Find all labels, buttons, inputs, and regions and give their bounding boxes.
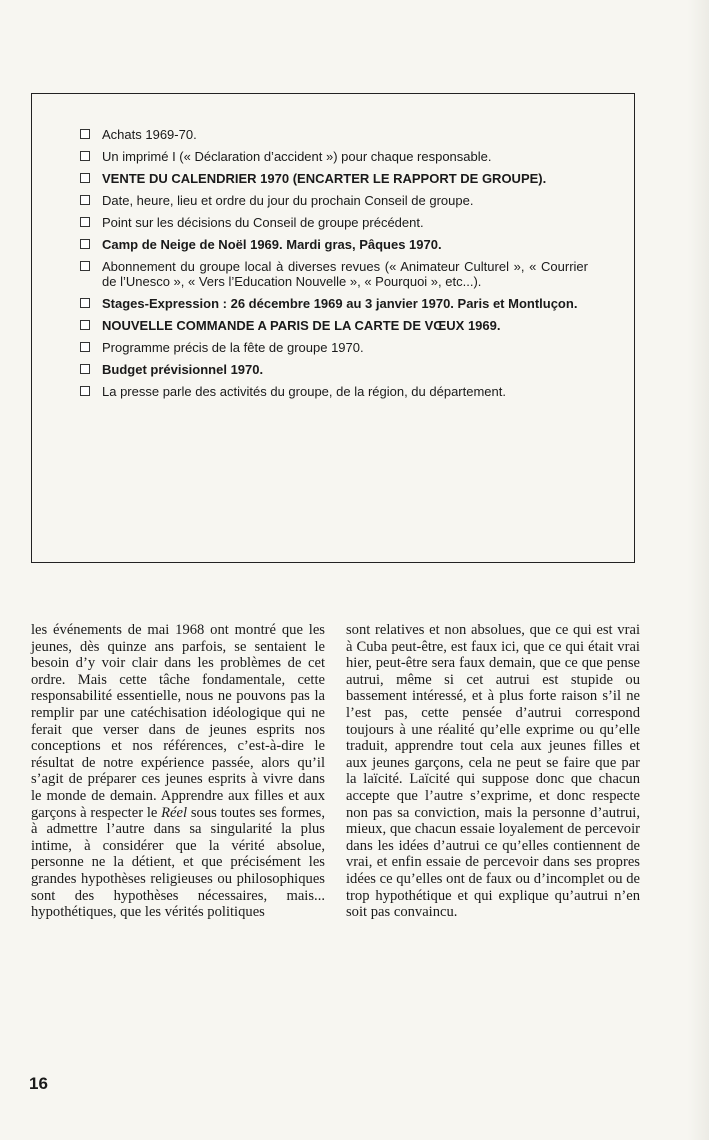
checklist-item-text: VENTE DU CALENDRIER 1970 (ENCARTER LE RAPPORT DE GROUPE). [102, 171, 547, 186]
checklist-item [80, 149, 588, 164]
text-left-part1: les événements de mai 1968 ont montré que les jeunes, dès quinze ans parfois, se sentaient le besoin d’y voir clair dans les problèmes de cet ordre. Mais cette tâche fondamentale, cette responsabilité essentielle, nous ne pouvons pas la remplir par une catéchisation idéologique qui ne ferait que verser dans de jeunes esprits nos conceptions et nos références, c’est-à-dire le résultat de notre expérience passée, alors qu’il s’agit de préparer ces jeunes esprits à vivre dans le monde de demain. Apprendre aux filles et aux garçons à respecter le [31, 622, 325, 821]
checklist-item-text: Budget prévisionnel 1970. [102, 362, 264, 377]
checkbox-icon [80, 298, 90, 308]
checklist-item [80, 171, 588, 186]
checklist-box [31, 93, 635, 563]
checkbox-icon [80, 195, 90, 205]
checklist-item [80, 127, 588, 142]
checkbox-icon [80, 173, 90, 183]
checklist-item-text: Date, heure, lieu et ordre du jour du prochain Conseil de groupe. [102, 193, 474, 208]
checkbox-icon [80, 386, 90, 396]
checklist-item [80, 259, 588, 289]
paragraph-left [31, 622, 325, 921]
checkbox-icon [80, 129, 90, 139]
checkbox-icon [80, 342, 90, 352]
text-left-part2: sous toutes ses formes, à admettre l’autre dans sa singularité la plus intime, à considérer que la vérité absolue, personne ne la détient, et que précisément les grandes hypothèses religieuses ou philosophiques sont des hypothèses nécessaires, mais... hypothétiques, que les vérités politiques [31, 804, 325, 921]
checklist-item-text: Camp de Neige de Noël 1969. Mardi gras, Pâques 1970. [102, 237, 442, 252]
checklist-item-text: Stages-Expression : 26 décembre 1969 au 3 janvier 1970. Paris et Montluçon. [102, 296, 578, 311]
checklist-item [80, 318, 588, 333]
checklist-item-text: Un imprimé I (« Déclaration d’accident ») pour chaque responsable. [102, 149, 492, 164]
text-column-right [346, 622, 640, 921]
checkbox-icon [80, 239, 90, 249]
checklist-item-text: Point sur les décisions du Conseil de groupe précédent. [102, 215, 424, 230]
checklist-item-text: NOUVELLE COMMANDE A PARIS DE LA CARTE DE VŒUX 1969. [102, 318, 501, 333]
checkbox-icon [80, 364, 90, 374]
checklist-item [80, 296, 588, 311]
checkbox-icon [80, 320, 90, 330]
page-number: 16 [29, 1074, 48, 1093]
checklist-items [80, 127, 588, 399]
checklist-item [80, 362, 588, 377]
checklist-item [80, 237, 588, 252]
checkbox-icon [80, 217, 90, 227]
checklist-item [80, 215, 588, 230]
text-column-left [31, 622, 325, 921]
checklist-item [80, 340, 588, 355]
checklist-item-text: Programme précis de la fête de groupe 1970. [102, 340, 364, 355]
paragraph-right: sont relatives et non absolues, que ce qui est vrai à Cuba peut-être, est faux ici, que ce qui était vrai hier, peut-être sera faux demain, que ce que pense autrui, même si cet autrui est stupide ou bassement intéressé, et à plus forte raison s’il ne l’est pas, cette pensée d’autrui correspond toujours à une réalité qu’elle exprime ou qu’elle traduit, apprendre tout cela aux jeunes filles et aux jeunes garçons, cela ne peut se faire que par la laïcité. Laïcité qui suppose donc que chacun accepte que l’autre s’exprime, et donc respecte non pas sa conviction, mais la personne d’autrui, mieux, que chacun essaie loyalement de percevoir dans les idées d’autrui ce qu’elles contiennent de vrai, et enfin essaie de percevoir dans ses propres idées ce qu’elles ont de faux ou d’incomplet ou de trop hypothétique et qui explique qu’autrui n’en soit pas convaincu. [346, 622, 640, 921]
checklist-item-text: La presse parle des activités du groupe, de la région, du département. [102, 384, 506, 399]
checkbox-icon [80, 151, 90, 161]
checklist-item-text: Achats 1969-70. [102, 127, 197, 142]
checklist-item [80, 193, 588, 208]
checklist-item [80, 384, 588, 399]
emphasis-reel: Réel [161, 804, 188, 821]
checkbox-icon [80, 261, 90, 271]
checklist-item-text: Abonnement du groupe local à diverses revues (« Animateur Culturel », « Courrier de l’Unesco », « Vers l’Education Nouvelle », « Pourquoi », etc...). [102, 259, 588, 289]
